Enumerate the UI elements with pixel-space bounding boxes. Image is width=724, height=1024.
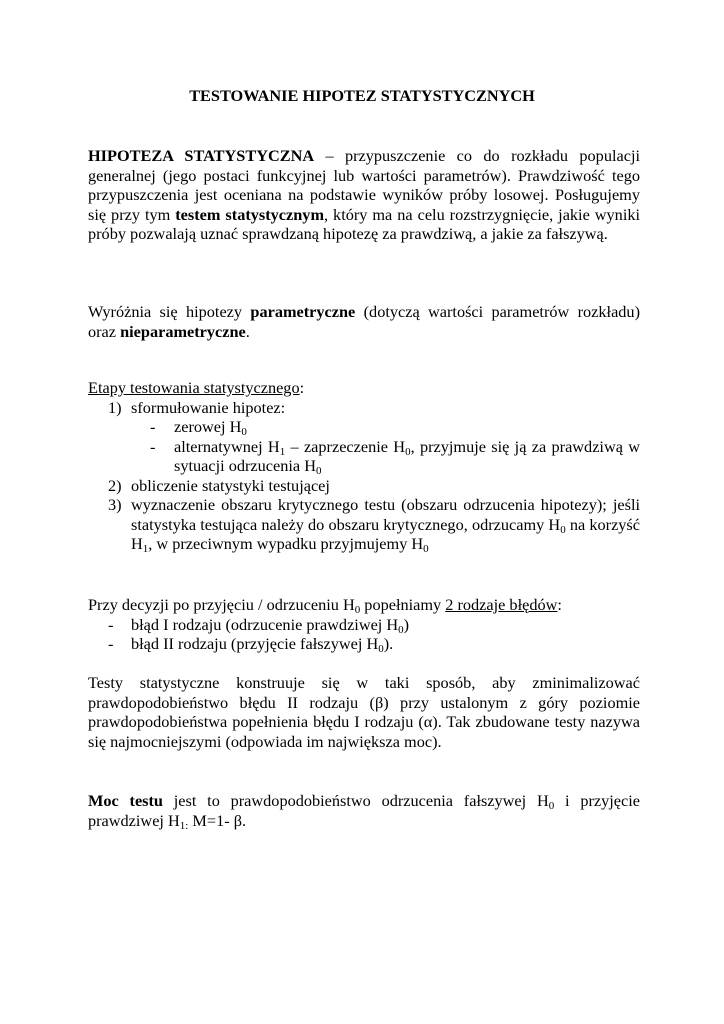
bullet-dash: -	[150, 436, 156, 456]
null-hypothesis-label: zerowej H	[174, 417, 242, 436]
step-text: sformułowanie hipotez:	[131, 397, 286, 417]
subscript: 0	[405, 445, 411, 458]
alt-hypothesis-text-2: – zaprzeczenie H	[285, 436, 406, 456]
subscript: 0	[423, 543, 429, 555]
power-formula: M=1- β.	[188, 810, 247, 830]
errors-intro-colon: :	[557, 595, 562, 614]
critical-region-text-3: , w przeciwnym wypadku przyjmujemy H	[148, 534, 424, 553]
error-type-1	[88, 615, 640, 635]
step-3	[88, 495, 640, 553]
error-type-2	[88, 634, 640, 654]
bullet-dash: -	[108, 634, 114, 653]
error-types	[88, 595, 640, 654]
errors-intro-text-2: popełniamy	[360, 595, 446, 614]
type-1-error-end: )	[403, 614, 410, 634]
subscript: 0	[560, 523, 566, 536]
definition-text-end: , który ma na celu rozstrzygnięcie, jakie wyniki próby pozwalają uznać sprawdzaną hipotezę za prawdziwą, a jakie za fałszywą.	[88, 204, 641, 243]
power-text-2: i przyjęcie prawdziwej H	[88, 791, 640, 830]
test-power-paragraph	[88, 791, 640, 830]
type-1-error-text: błąd I rodzaju (odrzucenie prawdziwej H	[131, 614, 399, 634]
bullet-dash: -	[150, 417, 156, 436]
parametric-term: parametryczne	[250, 302, 356, 321]
statistical-test-term: testem statystycznym	[175, 204, 325, 224]
page-title: TESTOWANIE HIPOTEZ STATYSTYCZNYCH	[189, 86, 535, 105]
subscript: 0	[548, 800, 555, 812]
alt-hypothesis-text: alternatywnej H	[174, 436, 280, 456]
types-text-2: (dotyczą wartości parametrów rozkładu) oraz	[88, 302, 640, 341]
steps-heading-colon: :	[299, 378, 305, 397]
hypothesis-types-paragraph	[88, 302, 640, 341]
nonparametric-term: nieparametryczne	[120, 321, 246, 341]
error-text	[131, 634, 393, 654]
step-text: obliczenie statystyki testującej	[131, 475, 330, 495]
steps-heading: Etapy testowania statystycznego	[88, 378, 300, 397]
most-powerful-tests-paragraph: Testy statystyczne konstruuje się w taki sposób, aby zminimalizować prawdopodobieństwo błędu II rodzaju (β) przy ustalonym z góry poziomie prawdopodobieństwa popełnienia błędu I rodzaju (α). Tak zbudowane testy nazywa się najmocniejszymi (odpowiada im największa moc).	[88, 673, 640, 751]
subscript: 0	[398, 623, 404, 636]
step-1	[88, 398, 640, 418]
step-number: 2)	[108, 475, 122, 495]
error-text	[131, 615, 409, 635]
subscript: 0	[354, 604, 361, 616]
types-text-1: Wyróżnia się hipotezy	[88, 302, 251, 321]
step-1a	[88, 417, 640, 437]
step-number: 1)	[108, 397, 122, 417]
definition-term: HIPOTEZA STATYSTYCZNA	[88, 146, 315, 165]
step-number: 3)	[108, 495, 122, 514]
critical-region-text: wyznaczenie obszaru krytycznego testu (obszaru odrzucenia hipotezy); jeśli statystyka testująca należy do obszaru krytycznego, odrzucamy H	[131, 495, 640, 534]
steps-heading-row	[88, 378, 640, 398]
step-text	[174, 417, 247, 437]
subscript: 0	[378, 643, 384, 655]
subscript: 1	[142, 543, 149, 555]
critical-region-text-2: na korzyść H	[131, 514, 640, 553]
type-2-error-end: ).	[383, 634, 394, 653]
errors-intro	[88, 595, 640, 615]
power-text-1: jest to prawdopodobieństwo odrzucenia fałszywej H	[162, 791, 549, 810]
bullet-dash: -	[108, 614, 114, 634]
types-text-3: .	[245, 321, 250, 341]
subscript: 0	[241, 426, 247, 438]
error-types-underlined: 2 rodzaje błędów	[445, 595, 558, 614]
type-2-error-text: błąd II rodzaju (przyjęcie fałszywej H	[131, 634, 379, 653]
step-1b	[88, 437, 640, 476]
step-text	[174, 437, 640, 476]
subscript: 0	[315, 465, 322, 477]
definition-paragraph	[88, 146, 640, 244]
test-power-term: Moc testu	[88, 791, 163, 810]
testing-steps	[88, 378, 640, 553]
errors-intro-text: Przy decyzji po przyjęciu / odrzuceniu H	[88, 595, 355, 614]
step-text	[131, 495, 640, 554]
subscript: 1:	[179, 819, 189, 832]
subscript: 1	[279, 445, 286, 458]
alt-hypothesis-text-3: , przyjmuje się ją za prawdziwą w sytuacji odrzucenia H	[174, 436, 641, 475]
definition-text: – przypuszczenie co do rozkładu populacji generalnej (jego postaci funkcyjnej lub wartości parametrów). Prawdziwość tego przypuszczenia jest oceniana na podstawie wyników próby losowej. Posługujemy się przy tym	[88, 146, 640, 224]
step-2	[88, 476, 640, 496]
